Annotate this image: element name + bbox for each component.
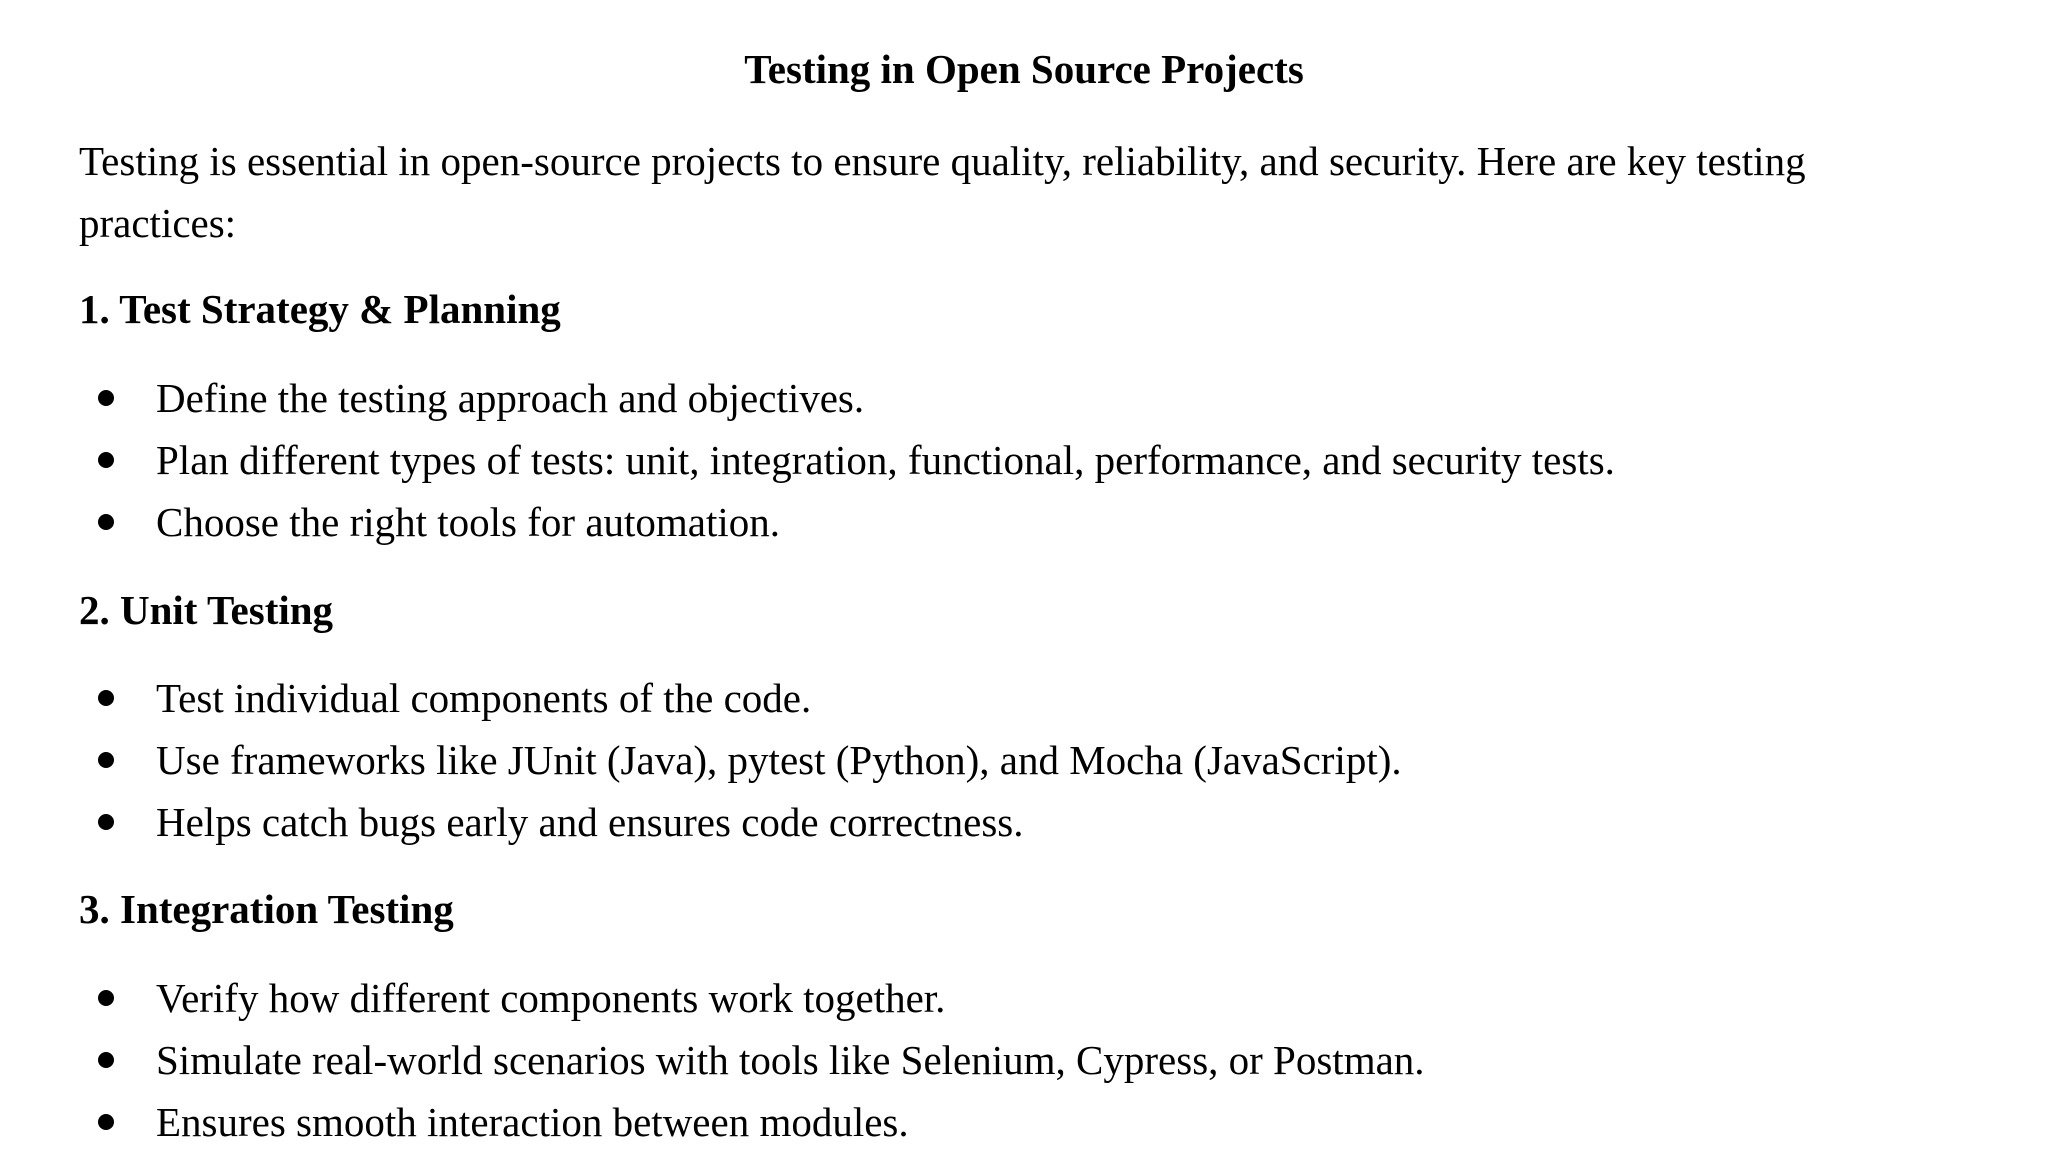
list-item (79, 367, 1979, 429)
bullet-icon (98, 990, 114, 1006)
list-item (79, 1091, 1979, 1153)
list-item-text: Test individual components of the code. (156, 675, 812, 721)
bullet-icon (98, 1052, 114, 1068)
bullet-icon (98, 814, 114, 830)
intro-paragraph: Testing is essential in open-source projects to ensure quality, reliability, and security. Here are key testing practices: (79, 138, 1806, 246)
list-item (79, 429, 1979, 491)
list-item (79, 667, 1979, 729)
bullet-icon (98, 452, 114, 468)
section-heading-unit-testing: 2. Unit Testing (79, 587, 334, 633)
bullet-list-test-strategy (79, 367, 1979, 553)
document-title-container (0, 40, 2048, 98)
bullet-icon (98, 1114, 114, 1130)
list-item (79, 1029, 1979, 1091)
section-heading-integration-testing: 3. Integration Testing (79, 886, 454, 932)
list-item-text: Simulate real-world scenarios with tools like Selenium, Cypress, or Postman. (156, 1037, 1425, 1083)
bullet-list-integration-testing (79, 967, 1979, 1153)
bullet-icon (98, 390, 114, 406)
bullet-icon (98, 752, 114, 768)
list-item-text: Ensures smooth interaction between modules. (156, 1099, 909, 1145)
list-item-text: Define the testing approach and objectives. (156, 375, 865, 421)
list-item-text: Choose the right tools for automation. (156, 499, 781, 545)
list-item-text: Plan different types of tests: unit, integration, functional, performance, and security tests. (156, 437, 1615, 483)
bullet-list-unit-testing (79, 667, 1979, 853)
bullet-icon (98, 514, 114, 530)
list-item (79, 967, 1979, 1029)
document-title: Testing in Open Source Projects (744, 46, 1304, 92)
list-item (79, 791, 1979, 853)
list-item-text: Verify how different components work together. (156, 975, 946, 1021)
list-item (79, 491, 1979, 553)
bullet-icon (98, 690, 114, 706)
list-item (79, 729, 1979, 791)
list-item-text: Helps catch bugs early and ensures code correctness. (156, 799, 1024, 845)
section-heading-test-strategy: 1. Test Strategy & Planning (79, 286, 561, 332)
list-item-text: Use frameworks like JUnit (Java), pytest (Python), and Mocha (JavaScript). (156, 737, 1402, 783)
